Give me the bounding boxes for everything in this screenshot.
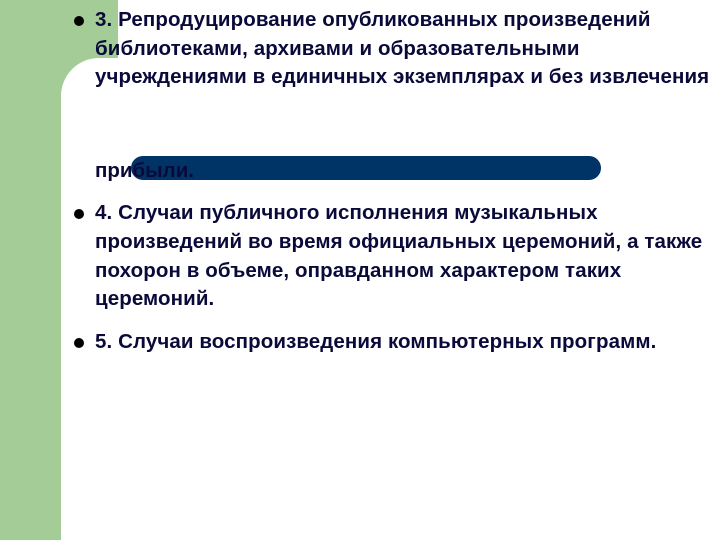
- bullet-dot-icon: [74, 16, 84, 26]
- list-item-3: [72, 6, 712, 92]
- green-side-stripe: [0, 0, 61, 540]
- list-item-4: [72, 199, 712, 313]
- list-item-continuation: прибыли.: [95, 158, 194, 182]
- list-item-text: 4. Случаи публичного исполнения музыкальных произведений во время официальных церемоний, а также похорон в объеме, оправданном характером таких церемоний.: [95, 201, 703, 311]
- list-item-5: [72, 328, 712, 357]
- list-item-text: 5. Случаи воспроизведения компьютерных программ.: [95, 329, 657, 353]
- bullet-list: [72, 6, 712, 356]
- bullet-dot-icon: [74, 338, 84, 348]
- bullet-dot-icon: [74, 209, 84, 219]
- list-item-text: 3. Репродуцирование опубликованных произведений библиотеками, архивами и образовательными учреждениями в единичных экземплярах и без извлечения: [95, 8, 710, 89]
